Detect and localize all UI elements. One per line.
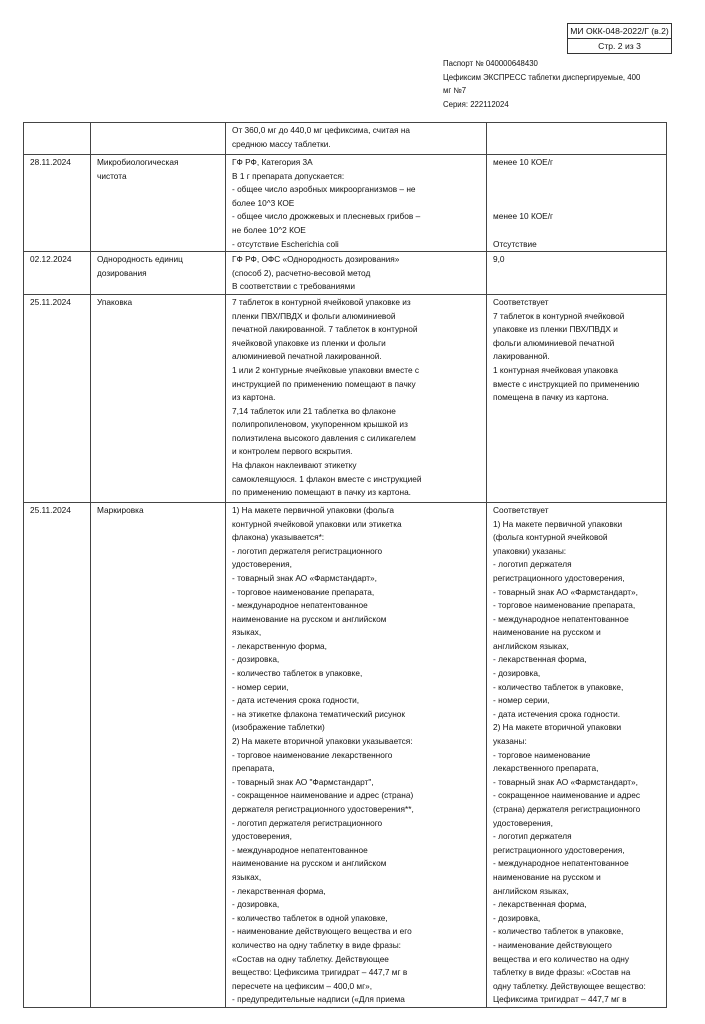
cell-line: - номер серии, [493, 695, 550, 706]
table-row [24, 502, 667, 1007]
cell-line: алюминиевой печатной лакированной. [232, 351, 382, 362]
cell-line: - международное непатентованное [493, 613, 629, 624]
cell-line: - торговое наименование [493, 749, 591, 760]
cell-line: контурной ячейковой упаковки или этикетка [232, 518, 402, 529]
cell-line: вещество: Цефиксима тригидрат – 447,7 мг в [232, 967, 408, 978]
cell-line: (изображение таблетки) [232, 722, 325, 733]
cell-line: полиэтилена высокого давления с силикагелем [232, 432, 416, 443]
cell-line: (способ 2), расчетно-весовой метод [232, 267, 371, 278]
test-results-table [23, 122, 667, 1008]
cell-line: - общее число дрожжевых и плесневых грибов – [232, 211, 421, 222]
table-row [24, 294, 667, 502]
product-name: Цефиксим ЭКСПРЕСС таблетки диспергируемые, 400 [443, 72, 641, 82]
cell-line: На флакон наклеивают этикетку [232, 460, 357, 471]
result-cell [487, 123, 667, 155]
cell-text: 25.11.2024 [30, 504, 71, 515]
cell-line: печатной лакированной. 7 таблеток в контурной [232, 324, 418, 335]
cell-line: - наименование действующего вещества и его [232, 926, 412, 937]
cell-line: 7 таблеток в контурной ячейковой [493, 310, 625, 321]
cell-line: помещена в пачку из картона. [493, 392, 609, 403]
cell-line: одну таблетку. Действующее вещество: [493, 980, 646, 991]
cell-line: ГФ РФ, Категория 3А [232, 157, 313, 167]
cell-line: - количество таблеток в упаковке, [493, 681, 624, 692]
cell-line: - логотип держателя [493, 831, 572, 842]
test-name-cell [91, 155, 226, 252]
document-code-box [567, 23, 672, 54]
cell-line: лакированной. [493, 351, 550, 362]
cell-line: - торговое наименование лекарственного [232, 749, 393, 760]
cell-line: языках, [232, 627, 262, 638]
cell-line: пленки ПВХ/ПВДХ и фольги алюминиевой [232, 310, 396, 321]
result-cell [487, 502, 667, 1007]
cell-line: упаковке из пленки ПВХ/ПВДХ и [493, 324, 618, 335]
cell-line: - дозировка, [232, 654, 280, 665]
cell-line: среднюю массу таблетки. [232, 138, 331, 149]
cell-line: - общее число аэробных микроорганизмов – не [232, 184, 416, 195]
cell-line: 7,14 таблеток или 21 таблетка во флаконе [232, 405, 396, 416]
cell-line: 1) На макете первичной упаковки [493, 518, 623, 529]
cell-line: флакона) указывается*: [232, 532, 325, 543]
date-cell [24, 123, 91, 155]
cell-line: более 10^3 КОЕ [232, 197, 295, 208]
cell-line: удостоверения, [232, 559, 292, 570]
table-row [24, 155, 667, 252]
cell-line: держателя регистрационного удостоверения**, [232, 804, 414, 814]
cell-line: - товарный знак АО «Фармстандарт», [232, 572, 377, 583]
cell-line: В 1 г препарата допускается: [232, 170, 345, 181]
cell-line: - количество таблеток в одной упаковке, [232, 912, 388, 923]
cell-line: 2) На макете вторичной упаковки указывается: [232, 736, 413, 747]
cell-line: фольги алюминиевой печатной [493, 337, 615, 348]
cell-line: самоклеящуюся. 1 флакон вместе с инструкцией [232, 473, 422, 484]
cell-line: Маркировка [97, 504, 144, 515]
cell-line: 9,0 [493, 254, 505, 265]
cell-line: не более 10^2 КОЕ [232, 224, 306, 235]
cell-line: Цефиксима тригидрат – 447,7 мг в [493, 994, 627, 1005]
cell-line: пересчете на цефиксим – 400,0 мг», [232, 980, 373, 991]
test-name-cell [91, 502, 226, 1007]
cell-line: упаковки) указаны: [493, 545, 567, 556]
cell-line: - торговое наименование препарата, [493, 600, 636, 611]
cell-line: - сокращенное наименование и адрес (страна) [232, 790, 414, 801]
date-cell [24, 155, 91, 252]
page-number: Стр. 2 из 3 [568, 38, 671, 53]
cell-line: Соответствует [493, 504, 549, 515]
cell-line: регистрационного удостоверения, [493, 844, 625, 855]
cell-line: От 360,0 мг до 440,0 мг цефиксима, считая на [232, 125, 411, 135]
cell-line: - логотип держателя регистрационного [232, 817, 383, 828]
cell-line: (фольга контурной ячейковой [493, 532, 608, 543]
cell-line: лекарственного препарата, [493, 763, 599, 774]
cell-line: - сокращенное наименование и адрес [493, 790, 641, 801]
cell-line: - дозировка, [232, 899, 280, 910]
cell-line: удостоверения, [232, 831, 292, 842]
specification-cell [226, 252, 487, 295]
cell-line: - логотип держателя [493, 559, 572, 570]
cell-line: ячейковой упаковке из пленки и фольги [232, 337, 386, 348]
cell-line: 1 или 2 контурные ячейковые упаковки вместе с [232, 364, 420, 375]
cell-line: вместе с инструкцией по применению [493, 378, 640, 389]
date-cell [24, 502, 91, 1007]
specification-cell [226, 123, 487, 155]
cell-line: - отсутствие Escherichia coli [232, 238, 339, 249]
cell-line: - международное непатентованное [232, 844, 368, 855]
cell-line: - предупредительные надписи («Для приема [232, 994, 405, 1005]
cell-line: Микробиологическая [97, 157, 179, 167]
passport-number: Паспорт № 040000648430 [443, 59, 538, 68]
cell-line: таблетку в виде фразы: «Состав на [493, 967, 631, 978]
cell-line: - лекарственная форма, [493, 899, 587, 910]
table-row [24, 252, 667, 295]
cell-line: английском языках, [493, 640, 569, 651]
cell-line: регистрационного удостоверения, [493, 572, 625, 583]
cell-text: 02.12.2024 [30, 254, 72, 265]
cell-line: английском языках, [493, 885, 569, 896]
cell-line: удостоверения, [493, 817, 553, 828]
cell-line: из картона. [232, 392, 276, 403]
date-cell [24, 294, 91, 502]
cell-line: - дозировка, [493, 668, 541, 679]
cell-line: - международное непатентованное [232, 600, 368, 611]
cell-line: - номер серии, [232, 681, 289, 692]
cell-line: 7 таблеток в контурной ячейковой упаковке из [232, 296, 411, 307]
result-cell [487, 294, 667, 502]
batch-series: Серия: 222112024 [443, 99, 509, 109]
cell-line: - товарный знак АО "Фармстандарт", [232, 776, 374, 787]
cell-line: Упаковка [97, 296, 133, 307]
result-cell [487, 155, 667, 252]
cell-line: менее 10 КОЕ/г [493, 211, 554, 222]
result-cell [487, 252, 667, 295]
specification-cell [226, 294, 487, 502]
cell-line: - международное непатентованное [493, 858, 629, 869]
cell-line: препарата, [232, 763, 275, 774]
date-cell [24, 252, 91, 295]
cell-line: «Состав на одну таблетку. Действующее [232, 953, 389, 964]
cell-line: инструкцией по применению помещают в пачку [232, 378, 416, 389]
cell-line: чистота [97, 170, 127, 181]
test-name-cell [91, 252, 226, 295]
cell-line: языках, [232, 871, 262, 882]
cell-line: - дозировка, [493, 912, 541, 923]
cell-line: - дата истечения срока годности. [493, 708, 621, 719]
cell-line: 2) На макете вторичной упаковки [493, 722, 622, 733]
cell-line: - лекарственная форма, [232, 885, 326, 896]
document-code: МИ ОКК-048-2022/Г (в.2) [570, 26, 669, 36]
cell-line: количество на одну таблетку в виде фразы: [232, 939, 401, 950]
cell-line: - товарный знак АО «Фармстандарт», [493, 586, 638, 597]
test-name-cell [91, 123, 226, 155]
cell-line: полипропиленовом, укупоренном крышкой из [232, 419, 408, 430]
cell-line: по применению помещают в пачку из картона. [232, 487, 411, 498]
cell-line: Соответствует [493, 296, 549, 307]
passport-info [443, 57, 658, 111]
cell-line: - торговое наименование препарата, [232, 586, 375, 597]
cell-line: - логотип держателя регистрационного [232, 545, 383, 556]
cell-line: 1) На макете первичной упаковки (фольга [232, 504, 395, 515]
specification-cell [226, 502, 487, 1007]
cell-line: - лекарственная форма, [493, 654, 587, 665]
cell-line: наименование на русском и английском [232, 613, 387, 624]
test-name-cell [91, 294, 226, 502]
cell-line: (страна) держателя регистрационного [493, 804, 641, 814]
cell-line: наименование на русском и [493, 627, 601, 638]
cell-line: В соответствии с требованиями [232, 281, 355, 292]
cell-line: вещества и его количество на одну [493, 953, 630, 964]
cell-line: - на этикетке флакона тематический рисунок [232, 708, 406, 719]
cell-line: - количество таблеток в упаковке, [493, 926, 624, 937]
cell-line: - наименование действующего [493, 939, 612, 950]
cell-line: - дата истечения срока годности, [232, 695, 360, 706]
cell-line: - количество таблеток в упаковке, [232, 668, 363, 679]
cell-line: Однородность единиц [97, 254, 183, 265]
cell-line: 1 контурная ячейковая упаковка [493, 364, 618, 375]
specification-cell [226, 155, 487, 252]
cell-text: 25.11.2024 [30, 296, 71, 307]
cell-line: Отсутствие [493, 238, 537, 249]
cell-line: наименование на русском и [493, 871, 601, 882]
cell-text: 28.11.2024 [30, 157, 71, 167]
cell-line: наименование на русском и английском [232, 858, 387, 869]
product-dose: мг №7 [443, 86, 467, 95]
cell-line: дозирования [97, 267, 147, 278]
cell-line: менее 10 КОЕ/г [493, 157, 554, 167]
cell-line: указаны: [493, 736, 527, 747]
cell-line: ГФ РФ, ОФС «Однородность дозирования» [232, 254, 400, 265]
cell-line: - товарный знак АО «Фармстандарт», [493, 776, 638, 787]
table-row [24, 123, 667, 155]
cell-line: и контролем первого вскрытия. [232, 446, 353, 457]
cell-line: - лекарственную форма, [232, 640, 327, 651]
